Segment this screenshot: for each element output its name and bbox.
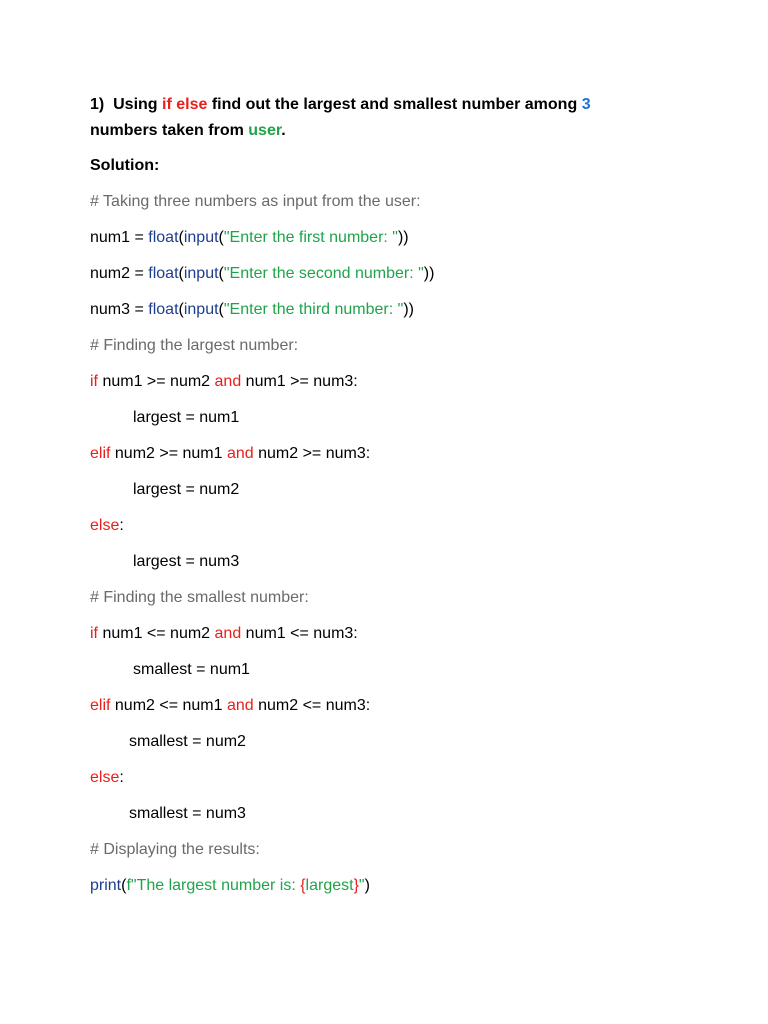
code-line-else-largest xyxy=(90,514,124,538)
code-line-smallest-num3: smallest = num3 xyxy=(129,805,246,822)
code-line-largest-num1: largest = num1 xyxy=(133,409,240,426)
code-condition: num2 <= num3: xyxy=(253,697,371,714)
code-func-print: print xyxy=(90,877,122,894)
solution-label: Solution: xyxy=(90,157,160,174)
code-paren-close: ) xyxy=(364,877,370,894)
code-line-num1 xyxy=(90,226,409,250)
code-paren: ( xyxy=(178,301,184,318)
code-colon: : xyxy=(119,517,124,534)
code-comment-largest: # Finding the largest number: xyxy=(90,337,299,354)
code-func-input: input xyxy=(183,229,219,246)
code-condition: num2 <= num1 xyxy=(110,697,227,714)
code-paren: ( xyxy=(218,229,224,246)
code-keyword-elif: elif xyxy=(90,697,111,714)
code-paren: ( xyxy=(218,301,224,318)
code-string: "Enter the first number: " xyxy=(223,229,398,246)
code-keyword-else: else xyxy=(90,769,120,786)
code-condition: num2 >= num1 xyxy=(110,445,227,462)
code-comment-smallest: # Finding the smallest number: xyxy=(90,589,309,606)
code-paren: ( xyxy=(121,877,127,894)
code-line-else-smallest xyxy=(90,766,124,790)
question-period: . xyxy=(281,122,286,139)
code-condition: num1 <= num3: xyxy=(241,625,358,642)
code-func-float: float xyxy=(148,265,179,282)
question-heading xyxy=(90,92,690,144)
code-comment-display: # Displaying the results: xyxy=(90,841,260,858)
code-colon: : xyxy=(119,769,124,786)
code-func-input: input xyxy=(183,265,219,282)
code-string: "Enter the second number: " xyxy=(223,265,424,282)
code-keyword-else: else xyxy=(90,517,120,534)
code-line-largest-num2: largest = num2 xyxy=(133,481,240,498)
code-line-num2 xyxy=(90,262,434,286)
code-condition: num1 >= num3: xyxy=(241,373,358,390)
code-keyword-elif: elif xyxy=(90,445,111,462)
code-string: "Enter the third number: " xyxy=(223,301,404,318)
code-keyword-if: if xyxy=(90,625,98,642)
code-line-elif-smallest xyxy=(90,694,370,718)
question-keyword-if-else: if else xyxy=(162,96,208,113)
code-line-print-largest xyxy=(90,874,370,898)
code-assign: num2 = xyxy=(90,265,149,282)
code-func-input: input xyxy=(183,301,219,318)
code-func-float: float xyxy=(148,229,179,246)
code-keyword-and: and xyxy=(226,697,254,714)
code-keyword-if: if xyxy=(90,373,98,390)
code-line-smallest-num2: smallest = num2 xyxy=(129,733,246,750)
code-paren-close: )) xyxy=(397,229,409,246)
code-fstring-var: largest xyxy=(305,877,354,894)
code-paren-close: )) xyxy=(403,301,414,318)
code-line-num3 xyxy=(90,298,414,322)
code-keyword-and: and xyxy=(214,373,242,390)
code-line-if-smallest xyxy=(90,622,358,646)
question-number: 1) xyxy=(90,96,105,113)
code-condition: num1 >= num2 xyxy=(98,373,215,390)
code-condition: num1 <= num2 xyxy=(98,625,215,642)
code-assign: num3 = xyxy=(90,301,149,318)
code-keyword-and: and xyxy=(214,625,242,642)
code-condition: num2 >= num3: xyxy=(253,445,371,462)
code-paren: ( xyxy=(178,229,184,246)
question-number-three: 3 xyxy=(581,96,591,113)
question-text-mid: find out the largest and smallest number among xyxy=(211,96,578,113)
question-text-using: Using xyxy=(113,96,158,113)
code-fstring-start: f"The largest number is: xyxy=(126,877,301,894)
code-line-smallest-num1: smallest = num1 xyxy=(133,661,250,678)
code-brace-close: } xyxy=(353,877,359,894)
code-assign: num1 = xyxy=(90,229,149,246)
code-paren: ( xyxy=(218,265,224,282)
code-line-if-largest xyxy=(90,370,358,394)
code-keyword-and: and xyxy=(226,445,254,462)
question-text-line2: numbers taken from xyxy=(90,122,244,139)
code-comment-input: # Taking three numbers as input from the user: xyxy=(90,193,421,210)
code-fstring-end: " xyxy=(358,877,365,894)
code-paren-close: )) xyxy=(423,265,435,282)
code-paren: ( xyxy=(178,265,184,282)
code-line-largest-num3: largest = num3 xyxy=(133,553,240,570)
code-brace-open: { xyxy=(300,877,306,894)
code-line-elif-largest xyxy=(90,442,370,466)
question-word-user: user xyxy=(248,122,282,139)
code-func-float: float xyxy=(148,301,179,318)
